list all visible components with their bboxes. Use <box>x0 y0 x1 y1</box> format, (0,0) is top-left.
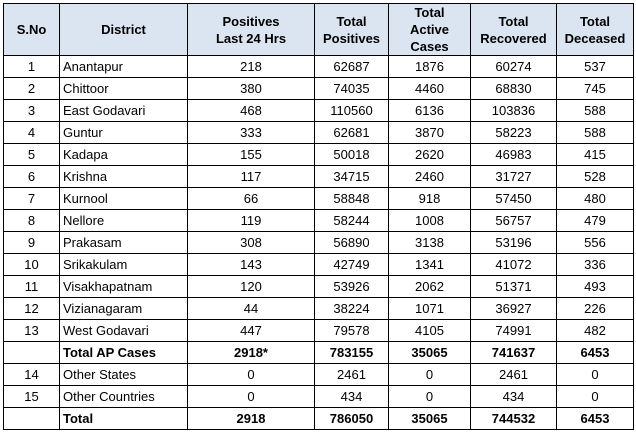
total-positives-cell: 79578 <box>315 320 389 342</box>
sno-cell: 10 <box>4 254 60 276</box>
positives-24-cell: 447 <box>188 320 315 342</box>
total-ap-cases-row <box>4 342 634 364</box>
deceased-cell: 336 <box>557 254 634 276</box>
table-row <box>4 144 634 166</box>
deceased-cell: 745 <box>557 78 634 100</box>
sno-cell: 4 <box>4 122 60 144</box>
district-cell: Anantapur <box>60 56 188 78</box>
header-district-label: District <box>101 21 146 37</box>
positives-24-cell: 2918 <box>188 408 315 430</box>
sno-cell <box>4 408 60 430</box>
recovered-cell: 58223 <box>471 122 557 144</box>
deceased-cell: 6453 <box>557 408 634 430</box>
recovered-cell: 53196 <box>471 232 557 254</box>
active-cases-cell: 2620 <box>389 144 471 166</box>
header-total-positives <box>315 4 389 56</box>
positives-24-cell: 468 <box>188 100 315 122</box>
positives-24-cell: 120 <box>188 276 315 298</box>
deceased-cell: 479 <box>557 210 634 232</box>
recovered-cell: 46983 <box>471 144 557 166</box>
table-row <box>4 386 634 408</box>
district-cell: Kadapa <box>60 144 188 166</box>
header-deceased-line2: Deceased <box>564 30 626 46</box>
recovered-cell: 56757 <box>471 210 557 232</box>
active-cases-cell: 4460 <box>389 78 471 100</box>
active-cases-cell: 1341 <box>389 254 471 276</box>
active-cases-cell: 1008 <box>389 210 471 232</box>
sno-cell: 7 <box>4 188 60 210</box>
total-positives-cell: 110560 <box>315 100 389 122</box>
positives-24-cell: 0 <box>188 364 315 386</box>
district-cell: West Godavari <box>60 320 188 342</box>
total-positives-cell: 786050 <box>315 408 389 430</box>
recovered-cell: 744532 <box>471 408 557 430</box>
recovered-cell: 434 <box>471 386 557 408</box>
active-cases-cell: 6136 <box>389 100 471 122</box>
header-active-line2: Active Cases <box>409 22 450 54</box>
sno-cell: 5 <box>4 144 60 166</box>
table-row <box>4 188 634 210</box>
total-positives-cell: 62687 <box>315 56 389 78</box>
district-cell: Krishna <box>60 166 188 188</box>
sno-cell: 3 <box>4 100 60 122</box>
deceased-cell: 588 <box>557 122 634 144</box>
district-cell: Guntur <box>60 122 188 144</box>
district-cell: Total AP Cases <box>60 342 188 364</box>
deceased-cell: 480 <box>557 188 634 210</box>
table-row <box>4 122 634 144</box>
positives-24-cell: 2918* <box>188 342 315 364</box>
active-cases-cell: 918 <box>389 188 471 210</box>
district-cell: Kurnool <box>60 188 188 210</box>
header-sno-label: S.No <box>16 21 47 37</box>
header-deceased <box>557 4 634 56</box>
sno-cell: 9 <box>4 232 60 254</box>
header-active-line1: Total <box>414 5 445 20</box>
header-positives-24-line2: Last 24 Hrs <box>215 30 287 46</box>
table-row <box>4 298 634 320</box>
header-recovered <box>471 4 557 56</box>
total-positives-cell: 74035 <box>315 78 389 100</box>
table-row <box>4 166 634 188</box>
active-cases-cell: 4105 <box>389 320 471 342</box>
table-row <box>4 364 634 386</box>
table-row <box>4 56 634 78</box>
recovered-cell: 74991 <box>471 320 557 342</box>
sno-cell: 8 <box>4 210 60 232</box>
positives-24-cell: 44 <box>188 298 315 320</box>
sno-cell: 13 <box>4 320 60 342</box>
header-row <box>4 4 634 56</box>
deceased-cell: 0 <box>557 364 634 386</box>
district-cell: Nellore <box>60 210 188 232</box>
sno-cell <box>4 342 60 364</box>
district-cell: Chittoor <box>60 78 188 100</box>
deceased-cell: 226 <box>557 298 634 320</box>
total-positives-cell: 434 <box>315 386 389 408</box>
total-positives-cell: 53926 <box>315 276 389 298</box>
total-positives-cell: 58244 <box>315 210 389 232</box>
sno-cell: 11 <box>4 276 60 298</box>
district-cases-table <box>3 3 634 430</box>
active-cases-cell: 35065 <box>389 342 471 364</box>
positives-24-cell: 143 <box>188 254 315 276</box>
table-row <box>4 254 634 276</box>
active-cases-cell: 0 <box>389 364 471 386</box>
sno-cell: 2 <box>4 78 60 100</box>
header-total-positives-line2: Positives <box>322 30 381 46</box>
header-active-cases <box>389 4 471 56</box>
header-recovered-line1: Total <box>498 13 529 29</box>
total-positives-cell: 2461 <box>315 364 389 386</box>
recovered-cell: 741637 <box>471 342 557 364</box>
active-cases-cell: 0 <box>389 386 471 408</box>
table-row <box>4 78 634 100</box>
district-cell: Visakhapatnam <box>60 276 188 298</box>
positives-24-cell: 66 <box>188 188 315 210</box>
header-deceased-line1: Total <box>579 13 611 29</box>
total-positives-cell: 50018 <box>315 144 389 166</box>
recovered-cell: 2461 <box>471 364 557 386</box>
positives-24-cell: 333 <box>188 122 315 144</box>
district-cell: Vizianagaram <box>60 298 188 320</box>
deceased-cell: 415 <box>557 144 634 166</box>
positives-24-cell: 155 <box>188 144 315 166</box>
positives-24-cell: 117 <box>188 166 315 188</box>
sno-cell: 14 <box>4 364 60 386</box>
active-cases-cell: 2460 <box>389 166 471 188</box>
header-district <box>60 4 188 56</box>
total-positives-cell: 58848 <box>315 188 389 210</box>
recovered-cell: 103836 <box>471 100 557 122</box>
deceased-cell: 528 <box>557 166 634 188</box>
recovered-cell: 41072 <box>471 254 557 276</box>
deceased-cell: 0 <box>557 386 634 408</box>
sno-cell: 1 <box>4 56 60 78</box>
total-positives-cell: 42749 <box>315 254 389 276</box>
table-row <box>4 320 634 342</box>
district-cell: Srikakulam <box>60 254 188 276</box>
recovered-cell: 31727 <box>471 166 557 188</box>
positives-24-cell: 0 <box>188 386 315 408</box>
total-positives-cell: 38224 <box>315 298 389 320</box>
total-positives-cell: 62681 <box>315 122 389 144</box>
active-cases-cell: 3870 <box>389 122 471 144</box>
deceased-cell: 482 <box>557 320 634 342</box>
grand-total-row <box>4 408 634 430</box>
total-positives-cell: 34715 <box>315 166 389 188</box>
deceased-cell: 588 <box>557 100 634 122</box>
active-cases-cell: 1876 <box>389 56 471 78</box>
table-row <box>4 100 634 122</box>
deceased-cell: 556 <box>557 232 634 254</box>
recovered-cell: 60274 <box>471 56 557 78</box>
header-recovered-line2: Recovered <box>480 30 547 46</box>
deceased-cell: 493 <box>557 276 634 298</box>
district-cell: East Godavari <box>60 100 188 122</box>
header-positives-24-line1: Positives <box>222 13 280 29</box>
active-cases-cell: 2062 <box>389 276 471 298</box>
sno-cell: 15 <box>4 386 60 408</box>
header-positives-24 <box>188 4 315 56</box>
header-total-positives-line1: Total <box>336 13 367 29</box>
recovered-cell: 51371 <box>471 276 557 298</box>
positives-24-cell: 308 <box>188 232 315 254</box>
district-cell: Other Countries <box>60 386 188 408</box>
deceased-cell: 537 <box>557 56 634 78</box>
total-positives-cell: 56890 <box>315 232 389 254</box>
district-cell: Total <box>60 408 188 430</box>
recovered-cell: 57450 <box>471 188 557 210</box>
positives-24-cell: 119 <box>188 210 315 232</box>
header-sno <box>4 4 60 56</box>
deceased-cell: 6453 <box>557 342 634 364</box>
active-cases-cell: 35065 <box>389 408 471 430</box>
active-cases-cell: 1071 <box>389 298 471 320</box>
recovered-cell: 68830 <box>471 78 557 100</box>
active-cases-cell: 3138 <box>389 232 471 254</box>
sno-cell: 6 <box>4 166 60 188</box>
positives-24-cell: 218 <box>188 56 315 78</box>
table-row <box>4 276 634 298</box>
total-positives-cell: 783155 <box>315 342 389 364</box>
table-row <box>4 210 634 232</box>
district-cell: Prakasam <box>60 232 188 254</box>
table-body <box>4 56 634 430</box>
table-row <box>4 232 634 254</box>
recovered-cell: 36927 <box>471 298 557 320</box>
district-cell: Other States <box>60 364 188 386</box>
positives-24-cell: 380 <box>188 78 315 100</box>
sno-cell: 12 <box>4 298 60 320</box>
